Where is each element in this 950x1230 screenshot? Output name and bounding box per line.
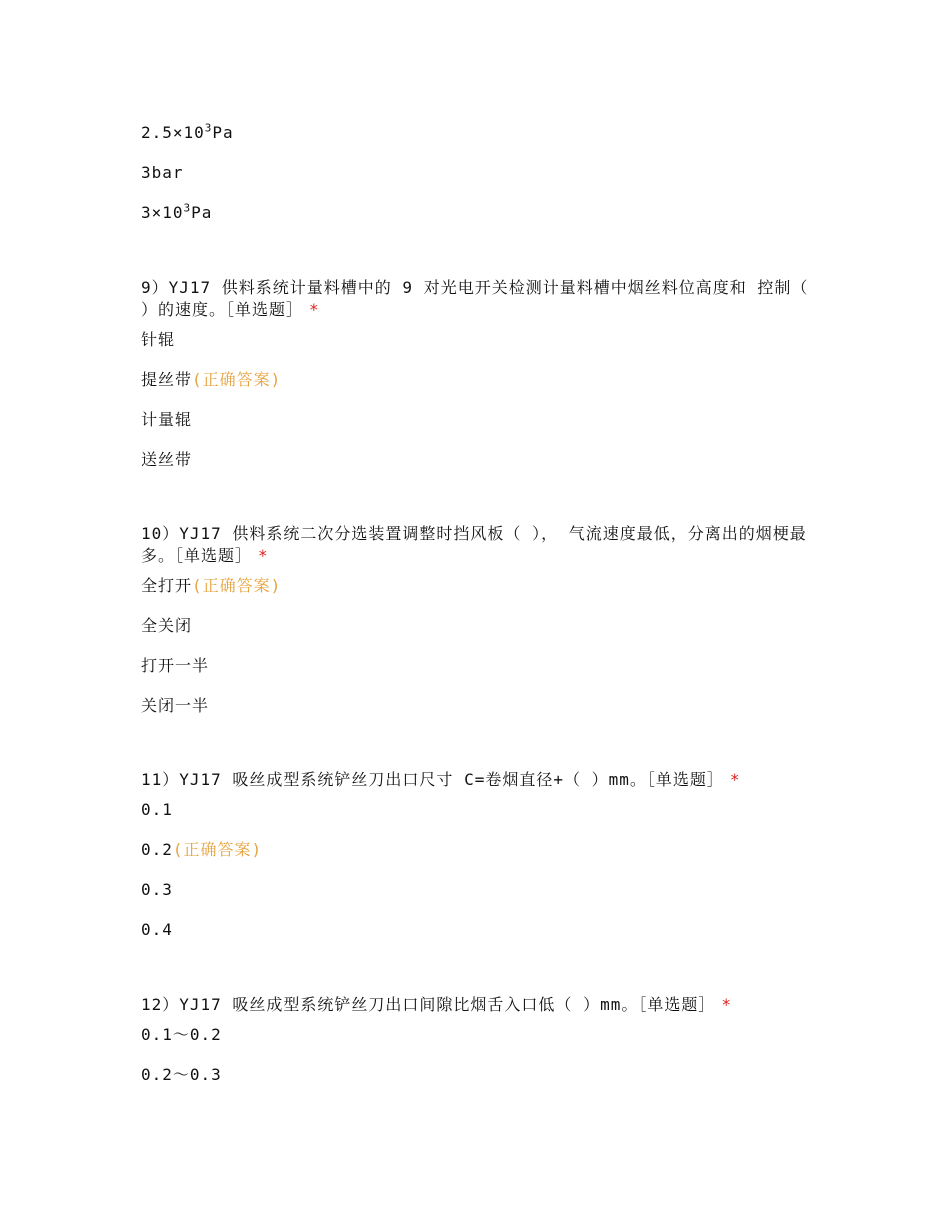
option-text: 全打开 — [141, 576, 193, 595]
option-exponent: 3 — [183, 201, 192, 215]
option-text: 0.4 — [141, 920, 173, 939]
option-item — [141, 920, 173, 940]
question-text: 9）YJ17 供料系统计量料槽中的 9 对光电开关检测计量料槽中烟丝料位高度和 控制（ ）的速度。［单选题］ — [141, 278, 809, 319]
question-text: 12）YJ17 吸丝成型系统铲丝刀出口间隙比烟舌入口低（ ）mm。［单选题］ — [141, 995, 716, 1014]
option-text: 2.5×10 — [141, 123, 205, 142]
option-item — [141, 1025, 222, 1045]
option-text: 0.2 — [141, 840, 173, 859]
option-item — [141, 410, 192, 430]
option-text: 针辊 — [141, 330, 176, 349]
question-title — [141, 994, 811, 1016]
option-text: 打开一半 — [141, 656, 210, 675]
option-item — [141, 656, 209, 676]
option-text: 3×10 — [141, 203, 184, 222]
option-text: 全关闭 — [141, 616, 193, 635]
option-item — [141, 616, 192, 636]
required-mark: * — [721, 995, 732, 1014]
option-item — [141, 696, 209, 716]
option-item — [141, 123, 234, 143]
option-item — [141, 330, 175, 350]
option-exponent: 3 — [204, 121, 213, 135]
option-text: 关闭一半 — [141, 696, 210, 715]
option-unit: Pa — [212, 123, 234, 142]
option-item-correct — [141, 370, 281, 390]
required-mark: * — [258, 546, 269, 565]
correct-answer-label: (正确答案) — [172, 840, 263, 859]
option-item-correct — [141, 840, 262, 860]
option-unit: Pa — [191, 203, 213, 222]
option-item — [141, 203, 212, 223]
correct-answer-label: (正确答案) — [192, 370, 282, 389]
option-text: 0.3 — [141, 880, 173, 899]
option-item — [141, 450, 192, 470]
option-text: 送丝带 — [141, 450, 193, 469]
option-text: 0.1 — [141, 800, 173, 819]
question-title — [141, 769, 811, 791]
option-text: 提丝带 — [141, 370, 193, 389]
question-text: 10）YJ17 供料系统二次分选装置调整时挡风板（ ）， 气流速度最低，分离出的烟梗最多。［单选题］ — [141, 524, 807, 565]
option-item-correct — [141, 576, 281, 596]
option-item — [141, 163, 184, 183]
question-text: 11）YJ17 吸丝成型系统铲丝刀出口尺寸 C=卷烟直径+（ ）mm。［单选题］ — [141, 770, 724, 789]
correct-answer-label: (正确答案) — [192, 576, 282, 595]
option-text: 计量辊 — [141, 410, 193, 429]
option-item — [141, 800, 173, 820]
question-title — [141, 523, 811, 567]
required-mark: * — [729, 770, 741, 789]
question-title — [141, 277, 811, 321]
option-text: 0.1～0.2 — [141, 1025, 222, 1044]
option-text: 3bar — [141, 163, 184, 182]
option-text: 0.2～0.3 — [141, 1065, 222, 1084]
option-item — [141, 880, 173, 900]
option-item — [141, 1065, 222, 1085]
required-mark: * — [309, 300, 320, 319]
